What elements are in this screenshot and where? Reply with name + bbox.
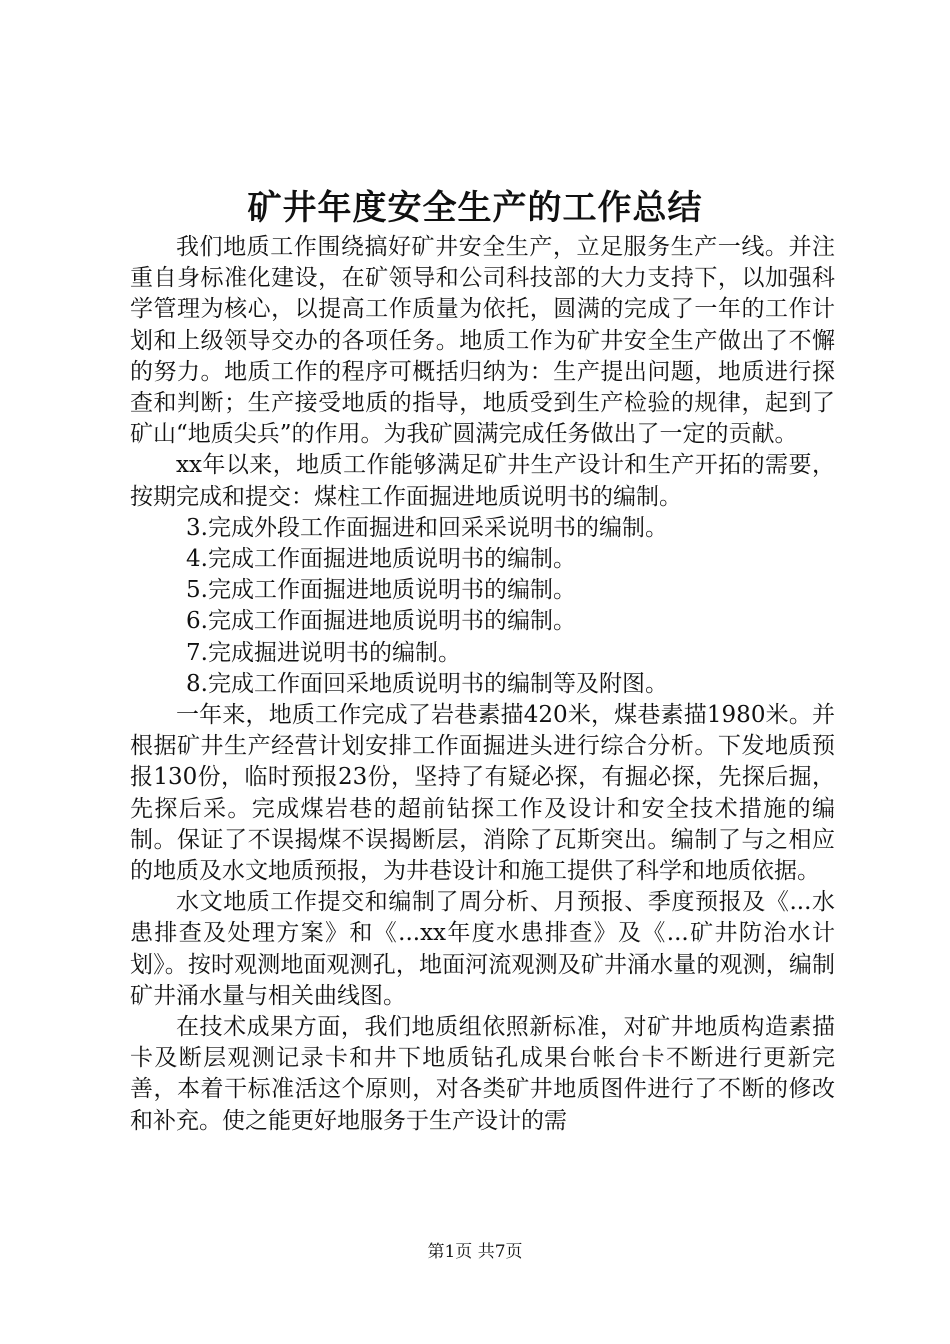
list-item-5: 5.完成工作面掘进地质说明书的编制。 <box>186 577 576 604</box>
page-footer: 第1页 共7页 <box>427 1242 523 1262</box>
paragraph-work-since: xx年以来，地质工作能够满足矿井生产设计和生产开拓的需要，按期完成和提交：煤柱工作面掘进地质说明书的编制。 <box>130 452 835 510</box>
list-item-8: 8.完成工作面回采地质说明书的编制等及附图。 <box>186 670 668 697</box>
document-title: 矿井年度安全生产的工作总结 <box>247 188 703 228</box>
list-item-6: 6.完成工作面掘进地质说明书的编制。 <box>186 608 576 635</box>
paragraph-year-review: 一年来，地质工作完成了岩巷素描420米，煤巷素描1980米。并根据矿井生产经营计划安排工作面掘进头进行综合分析。下发地质预报130份，临时预报23份，坚持了有疑必探，有掘必探，先探后掘，先探后采。完成煤岩巷的超前钻探工作及设计和安全技术措施的编制。保证了不误揭煤不误揭断层，消除了瓦斯突出。编制了与之相应的地质及水文地质预报，为井巷设计和施工提供了科学和地质依据。 <box>130 702 835 885</box>
list-item-7: 7.完成掘进说明书的编制。 <box>186 639 461 666</box>
document-body <box>130 232 835 1137</box>
list-item-4: 4.完成工作面掘进地质说明书的编制。 <box>186 546 576 573</box>
paragraph-technical-results: 在技术成果方面，我们地质组依照新标准，对矿井地质构造素描卡及断层观测记录卡和井下地质钻孔成果台帐台卡不断进行更新完善，本着干标准活这个原则，对各类矿井地质图件进行了不断的修改和补充。使之能更好地服务于生产设计的需 <box>130 1014 835 1134</box>
paragraph-hydrology: 水文地质工作提交和编制了周分析、月预报、季度预报及《...水患排查及处理方案》和《...xx年度水患排查》及《...矿井防治水计划》。按时观测地面观测孔，地面河流观测及矿井涌水量的观测，编制矿井涌水量与相关曲线图。 <box>130 889 835 1009</box>
paragraph-intro: 我们地质工作围绕搞好矿井安全生产，立足服务生产一线。并注重自身标准化建设，在矿领导和公司科技部的大力支持下，以加强科学管理为核心，以提高工作质量为依托，圆满的完成了一年的工作计划和上级领导交办的各项任务。地质工作为矿井安全生产做出了不懈的努力。地质工作的程序可概括归纳为：生产提出问题，地质进行探查和判断；生产接受地质的指导，地质受到生产检验的规律，起到了矿山“地质尖兵”的作用。为我矿圆满完成任务做出了一定的贡献。 <box>130 234 835 448</box>
list-item-3: 3.完成外段工作面掘进和回采采说明书的编制。 <box>186 514 668 541</box>
